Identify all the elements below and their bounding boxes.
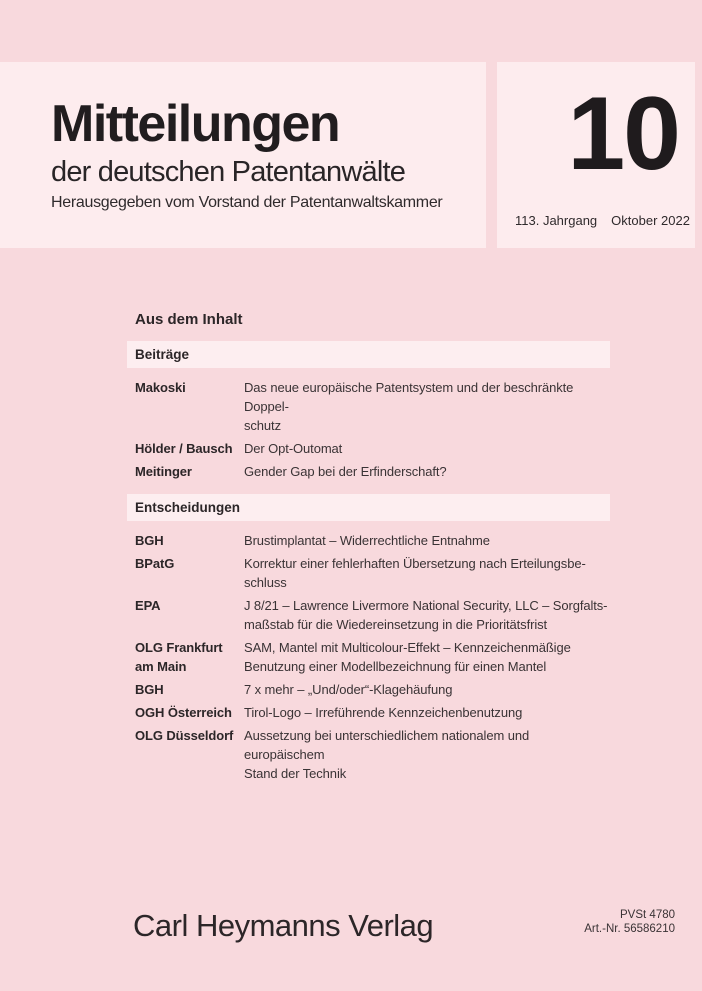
section-header-beitraege: Beiträge bbox=[127, 341, 610, 368]
toc-entry bbox=[135, 638, 610, 676]
entry-title: Brustimplantat – Widerrechtliche Entnahme bbox=[244, 533, 490, 548]
entry-title: Das neue europäische Patentsystem und der beschränkte Doppel- schutz bbox=[244, 380, 574, 433]
toc-entry bbox=[135, 680, 610, 699]
entry-title: Der Opt-Outomat bbox=[244, 441, 343, 456]
entry-title: Gender Gap bei der Erfinderschaft? bbox=[244, 464, 447, 479]
entry-court: BPatG bbox=[135, 556, 175, 571]
section-header-entscheidungen: Entscheidungen bbox=[127, 494, 610, 521]
journal-subtitle: der deutschen Patentanwälte bbox=[51, 156, 406, 188]
print-info bbox=[584, 909, 675, 936]
entries-beitraege bbox=[127, 378, 610, 481]
toc-entry bbox=[135, 726, 610, 783]
entry-author: Makoski bbox=[135, 380, 186, 395]
toc-entry bbox=[135, 703, 610, 722]
publisher-name: Carl Heymanns Verlag bbox=[133, 908, 434, 943]
toc-entry bbox=[135, 596, 610, 634]
journal-tagline: Herausgegeben vom Vorstand der Patentanwaltskammer bbox=[51, 194, 443, 211]
toc-entry bbox=[135, 439, 610, 458]
entry-author: Hölder / Bausch bbox=[135, 441, 233, 456]
masthead bbox=[51, 96, 442, 213]
entry-title: J 8/21 – Lawrence Livermore National Security, LLC – Sorgfalts- maßstab für die Wiedereinsetzung in die Prioritätsfrist bbox=[244, 598, 608, 632]
entry-court: BGH bbox=[135, 682, 164, 697]
issue-number: 10 bbox=[567, 76, 679, 192]
table-of-contents bbox=[127, 312, 610, 787]
issue-date: Oktober 2022 bbox=[611, 213, 690, 228]
entry-author: Meitinger bbox=[135, 464, 192, 479]
entry-title: Korrektur einer fehlerhaften Übersetzung nach Erteilungsbe- schluss bbox=[244, 556, 586, 590]
issue-volume: 113. Jahrgang bbox=[515, 213, 598, 228]
toc-entry bbox=[135, 554, 610, 592]
entry-title: 7 x mehr – „Und/oder“-Klagehäufung bbox=[244, 682, 453, 697]
article-number: Art.-Nr. 56586210 bbox=[584, 922, 675, 935]
entry-title: Tirol-Logo – Irreführende Kennzeichenbenutzung bbox=[244, 705, 523, 720]
issue-meta bbox=[515, 213, 690, 228]
toc-entry bbox=[135, 462, 610, 481]
entry-title: SAM, Mantel mit Multicolour-Effekt – Kennzeichenmäßige Benutzung einer Modellbezeichnung für einen Mantel bbox=[244, 640, 571, 674]
entry-title: Aussetzung bei unterschiedlichem nationalem und europäischem Stand der Technik bbox=[244, 728, 530, 781]
entry-court: EPA bbox=[135, 598, 161, 613]
entry-court: OGH Österreich bbox=[135, 705, 232, 720]
entry-court: OLG Düsseldorf bbox=[135, 728, 234, 743]
entry-court: OLG Frankfurt am Main bbox=[135, 640, 223, 674]
contents-heading: Aus dem Inhalt bbox=[135, 311, 243, 328]
masthead-panel bbox=[0, 62, 486, 248]
postal-distribution-number: PVSt 4780 bbox=[620, 909, 675, 921]
issue-panel bbox=[497, 62, 695, 248]
toc-entry bbox=[135, 378, 610, 435]
toc-entry bbox=[135, 531, 610, 550]
entry-court: BGH bbox=[135, 533, 164, 548]
entries-entscheidungen bbox=[127, 531, 610, 783]
journal-title: Mitteilungen bbox=[51, 95, 340, 153]
